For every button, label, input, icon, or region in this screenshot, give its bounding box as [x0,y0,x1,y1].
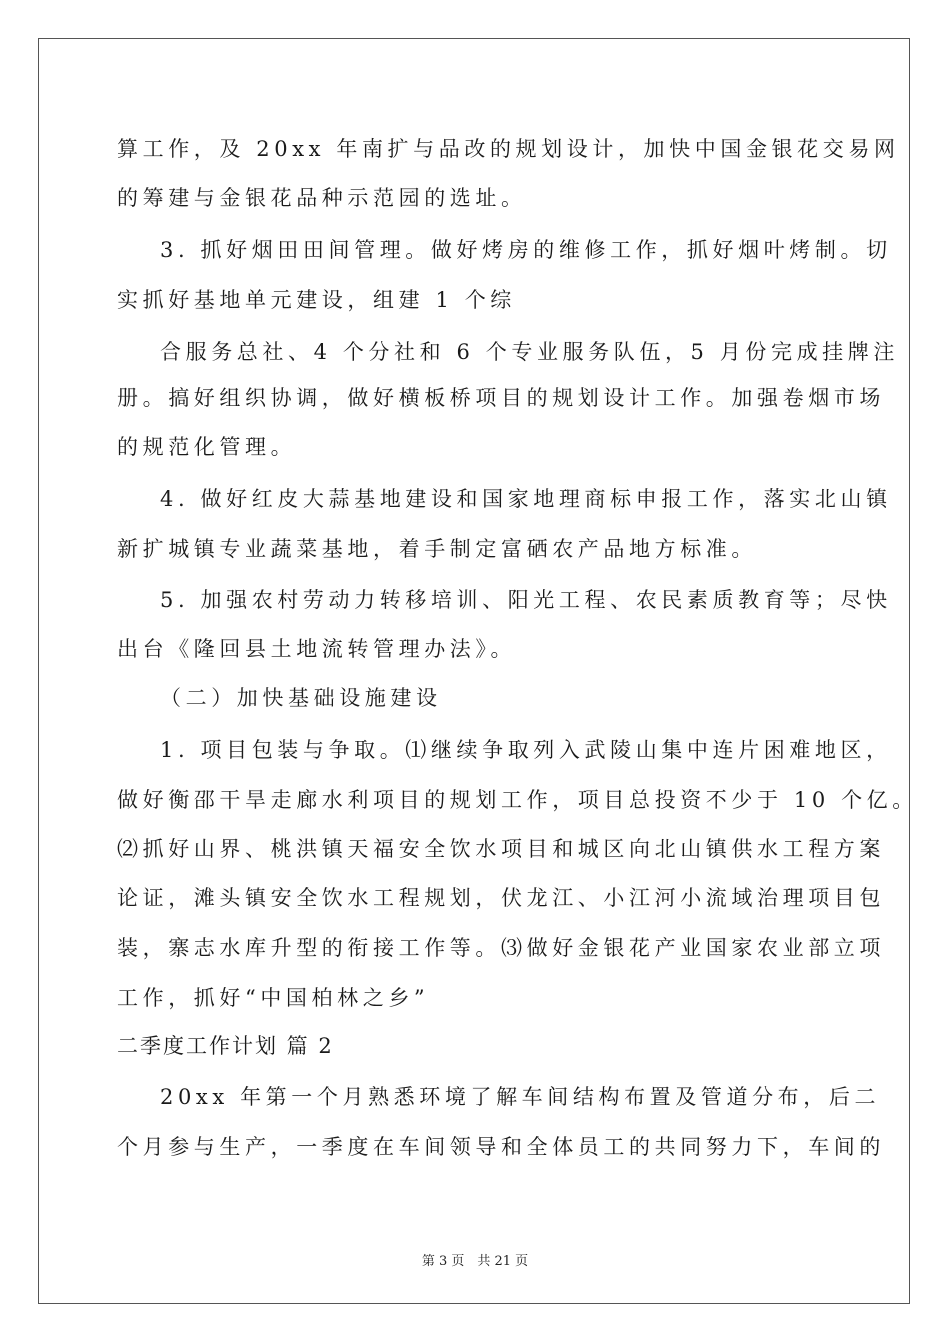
text-line: 合服务总社、4 个分社和 6 个专业服务队伍，5 月份完成挂牌注 [160,340,899,364]
text-line: 的筹建与金银花品种示范园的选址。 [117,186,527,210]
text-line: 出台《隆回县土地流转管理办法》。 [117,637,517,661]
text-line: 算工作，及 20xx 年南扩与品改的规划设计，加快中国金银花交易网 [117,137,900,161]
text-line: 实抓好基地单元建设，组建 1 个综 [117,288,516,312]
section-heading: （二）加快基础设施建设 [160,686,442,710]
text-line: ⑵抓好山界、桃洪镇天福安全饮水项目和城区向北山镇供水工程方案 [117,837,885,861]
text-line: 工作，抓好“中国柏林之乡” [117,986,430,1010]
page-border [38,38,910,1304]
text-line: 3. 抓好烟田田间管理。做好烤房的维修工作，抓好烟叶烤制。切 [160,238,892,262]
text-line: 论证，滩头镇安全饮水工程规划，伏龙江、小江河小流域治理项目包 [117,886,885,910]
text-line: 的规范化管理。 [117,435,297,459]
text-line: 20xx 年第一个月熟悉环境了解车间结构布置及管道分布，后二 [160,1085,881,1109]
text-line: 1. 项目包装与争取。⑴继续争取列入武陵山集中连片困难地区， [160,738,892,762]
text-line: 新扩城镇专业蔬菜基地，着手制定富硒农产品地方标准。 [117,537,757,561]
text-line: 个月参与生产，一季度在车间领导和全体员工的共同努力下，车间的 [117,1135,885,1159]
article-title: 二季度工作计划 篇 2 [117,1034,334,1058]
text-line: 4. 做好红皮大蒜基地建设和国家地理商标申报工作，落实北山镇 [160,487,892,511]
text-line: 5. 加强农村劳动力转移培训、阳光工程、农民素质教育等；尽快 [160,588,892,612]
text-line: 做好衡邵干旱走廊水利项目的规划工作，项目总投资不少于 10 个亿。 [117,788,918,812]
text-line: 装，寨志水库升型的衔接工作等。⑶做好金银花产业国家农业部立项 [117,936,885,960]
page-number-footer: 第 3 页 共 21 页 [421,1254,529,1269]
text-line: 册。搞好组织协调，做好横板桥项目的规划设计工作。加强卷烟市场 [117,386,885,410]
